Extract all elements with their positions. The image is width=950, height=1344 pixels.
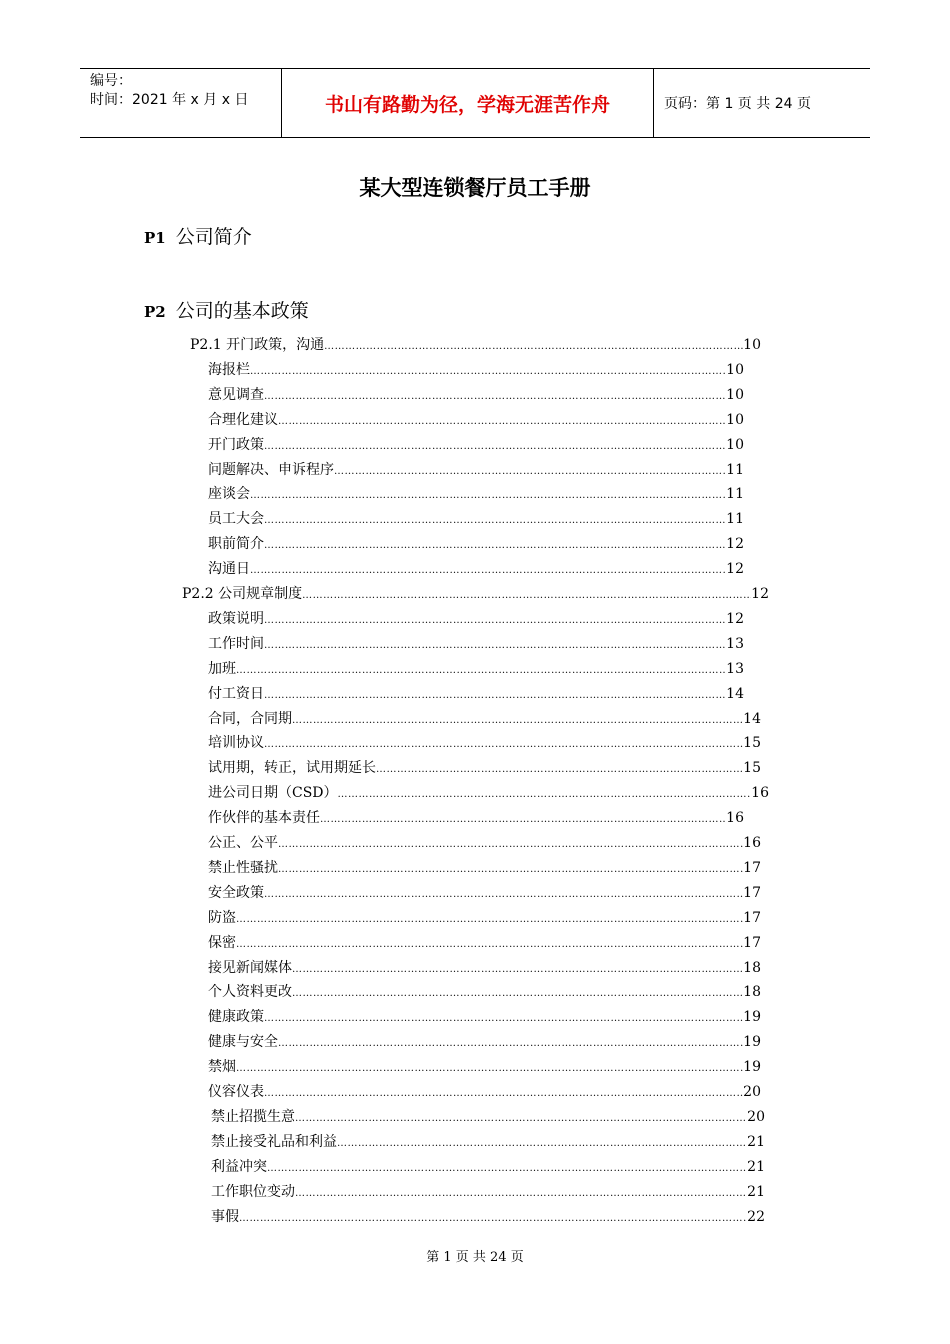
toc-page-number: 12 <box>726 610 744 627</box>
toc-entry[interactable] <box>208 981 761 1003</box>
toc-label: 事假 <box>211 1208 239 1225</box>
toc-entry[interactable] <box>208 409 744 431</box>
toc-page-number: 15 <box>743 760 761 777</box>
toc-page-number: 18 <box>743 959 761 976</box>
header-motto: 书山有路勤为径，学海无涯苦作舟 <box>281 69 654 137</box>
toc-label: 座谈会 <box>208 486 250 503</box>
toc-leader-dots <box>250 366 726 377</box>
toc-entry[interactable] <box>208 633 744 655</box>
toc-page-number: 19 <box>743 1059 761 1076</box>
toc-leader-dots <box>264 515 726 526</box>
toc-page-number: 10 <box>743 337 761 353</box>
toc-label: 健康政策 <box>208 1009 264 1026</box>
header-meta <box>80 69 281 137</box>
toc-entry[interactable] <box>182 583 769 605</box>
toc-entry[interactable] <box>208 1031 761 1053</box>
toc-leader-dots <box>250 565 726 576</box>
toc-entry[interactable] <box>190 334 761 356</box>
toc-entry[interactable] <box>211 1156 765 1178</box>
toc-page-number: 12 <box>726 536 744 553</box>
toc-page-number: 21 <box>747 1133 765 1150</box>
toc-label: 工作职位变动 <box>211 1183 295 1200</box>
toc-label: 工作时间 <box>208 635 264 652</box>
toc-entry[interactable] <box>208 658 744 680</box>
toc-page-number: 10 <box>726 411 744 428</box>
toc-page-number: 16 <box>751 785 769 802</box>
toc-leader-dots <box>264 1088 743 1099</box>
toc-leader-dots <box>264 615 726 626</box>
toc-label: 试用期，转正，试用期延长 <box>208 760 376 777</box>
number-label: 编号： <box>90 73 132 89</box>
toc-leader-dots <box>334 466 726 477</box>
section-heading <box>144 222 252 249</box>
section-number: P2 <box>144 303 166 321</box>
toc-entry[interactable] <box>208 882 761 904</box>
toc-page-number: 19 <box>743 1009 761 1026</box>
toc-page-number: 22 <box>747 1208 765 1225</box>
toc-leader-dots <box>236 665 726 676</box>
toc-leader-dots <box>264 739 743 750</box>
toc-leader-dots <box>250 490 726 501</box>
toc-label: 沟通日 <box>208 561 250 578</box>
toc-label: 合理化建议 <box>208 411 278 428</box>
toc-entry[interactable] <box>208 932 761 954</box>
time-label: 时间：2021 年 x 月 x 日 <box>90 92 249 108</box>
toc-label: 禁烟 <box>208 1059 236 1076</box>
toc-entry[interactable] <box>208 359 744 381</box>
toc-label: 付工资日 <box>208 685 264 702</box>
toc-entry[interactable] <box>208 807 744 829</box>
toc-leader-dots <box>264 690 726 701</box>
toc-entry[interactable] <box>208 483 744 505</box>
toc-label: 个人资料更改 <box>208 984 292 1001</box>
toc-leader-dots <box>264 391 726 402</box>
toc-entry[interactable] <box>208 708 761 730</box>
toc-label: 接见新闻媒体 <box>208 959 292 976</box>
toc-entry[interactable] <box>208 832 761 854</box>
toc-page-number: 10 <box>726 361 744 378</box>
page-footer: 第 1 页 共 24 页 <box>426 1250 524 1265</box>
toc-page-number: 13 <box>726 660 744 677</box>
toc-leader-dots <box>236 1063 743 1074</box>
toc-entry[interactable] <box>208 384 744 406</box>
toc-leader-dots <box>320 814 726 825</box>
section-title: 公司的基本政策 <box>175 300 309 322</box>
toc-page-number: 15 <box>743 735 761 752</box>
toc-label: 合同，合同期 <box>208 710 292 727</box>
toc-entry[interactable] <box>211 1206 765 1228</box>
toc-entry[interactable] <box>208 857 761 879</box>
toc-entry[interactable] <box>208 459 744 481</box>
toc-page-number: 17 <box>743 859 761 876</box>
toc-leader-dots <box>236 914 743 925</box>
toc-label: P2.2 公司规章制度 <box>182 586 303 602</box>
toc-label: 安全政策 <box>208 884 264 901</box>
toc-leader-dots <box>264 540 726 551</box>
toc-leader-dots <box>278 1038 743 1049</box>
toc-label: 加班 <box>208 660 236 677</box>
toc-page-number: 17 <box>743 909 761 926</box>
toc-page-number: 16 <box>726 810 744 827</box>
toc-leader-dots <box>278 839 743 850</box>
toc-label: 保密 <box>208 934 236 951</box>
toc-leader-dots <box>278 864 743 875</box>
toc-entry[interactable] <box>208 508 744 530</box>
toc-leader-dots <box>278 416 726 427</box>
toc-entry[interactable] <box>208 683 744 705</box>
toc-page-number: 21 <box>747 1158 765 1175</box>
toc-label: 开门政策 <box>208 436 264 453</box>
toc-entry[interactable] <box>208 957 761 979</box>
toc-entry[interactable] <box>208 434 744 456</box>
toc-leader-dots <box>292 964 743 975</box>
toc-page-number: 18 <box>743 984 761 1001</box>
toc-leader-dots <box>264 640 726 651</box>
toc-entry[interactable] <box>211 1106 765 1128</box>
toc-page-number: 20 <box>747 1108 765 1125</box>
toc-entry[interactable] <box>208 757 761 779</box>
toc-label: 意见调查 <box>208 386 264 403</box>
toc-label: 政策说明 <box>208 610 264 627</box>
toc-page-number: 11 <box>726 461 744 478</box>
toc-leader-dots <box>236 939 743 950</box>
toc-page-number: 11 <box>726 511 744 528</box>
section-number: P1 <box>144 229 166 247</box>
toc-page-number: 10 <box>726 386 744 403</box>
toc-label: 禁止性骚扰 <box>208 859 278 876</box>
toc-leader-dots <box>239 1213 747 1224</box>
toc-page-number: 12 <box>726 561 744 578</box>
toc-label: 仪容仪表 <box>208 1084 264 1100</box>
toc-label: 利益冲突 <box>211 1158 267 1175</box>
toc-page-number: 17 <box>743 884 761 901</box>
toc-entry[interactable] <box>208 732 761 754</box>
toc-entry[interactable] <box>208 1081 761 1103</box>
toc-leader-dots <box>264 1013 743 1024</box>
toc-entry[interactable] <box>208 1006 761 1028</box>
toc-page-number: 16 <box>743 835 761 851</box>
section-heading <box>144 296 309 323</box>
toc-label: 员工大会 <box>208 511 264 528</box>
toc-page-number: 14 <box>743 710 761 727</box>
toc-entry[interactable] <box>211 1131 765 1153</box>
toc-label: 培训协议 <box>208 735 264 752</box>
toc-label: 进公司日期（CSD） <box>208 785 338 802</box>
document-title: 某大型连锁餐厅员工手册 <box>359 175 591 200</box>
toc-entry[interactable] <box>208 1056 761 1078</box>
toc-label: 公正、公平 <box>208 835 278 851</box>
toc-page-number: 12 <box>751 586 769 602</box>
toc-entry[interactable] <box>208 907 761 929</box>
toc-label: 防盗 <box>208 909 236 926</box>
toc-label: 职前简介 <box>208 536 264 553</box>
toc-leader-dots <box>376 764 743 775</box>
toc-label: 禁止接受礼品和利益 <box>211 1133 337 1150</box>
toc-leader-dots <box>302 590 751 601</box>
toc-page-number: 11 <box>726 486 744 503</box>
toc-entry[interactable] <box>208 782 769 804</box>
toc-page-number: 19 <box>743 1034 761 1051</box>
toc-leader-dots <box>292 988 743 999</box>
toc-leader-dots <box>324 341 743 352</box>
toc-page-number: 14 <box>726 685 744 702</box>
page-header <box>80 68 870 138</box>
toc-entry[interactable] <box>208 608 744 630</box>
toc-label: 健康与安全 <box>208 1034 278 1051</box>
toc-page-number: 13 <box>726 635 744 652</box>
toc-leader-dots <box>292 715 743 726</box>
toc-page-number: 10 <box>726 436 744 453</box>
toc-entry[interactable] <box>208 558 744 580</box>
toc-leader-dots <box>295 1188 747 1199</box>
toc-label: P2.1 开门政策，沟通 <box>190 337 325 353</box>
toc-leader-dots <box>264 441 726 452</box>
toc-leader-dots <box>338 789 752 800</box>
toc-leader-dots <box>267 1163 747 1174</box>
section-title: 公司简介 <box>175 226 252 248</box>
toc-entry[interactable] <box>208 533 744 555</box>
toc-label: 作伙伴的基本责任 <box>208 810 320 827</box>
toc-leader-dots <box>295 1113 747 1124</box>
header-page-info: 页码：第 1 页 共 24 页 <box>664 96 811 112</box>
toc-label: 禁止招揽生意 <box>211 1108 295 1125</box>
toc-page-number: 21 <box>747 1183 765 1200</box>
toc-page-number: 17 <box>743 934 761 951</box>
toc-leader-dots <box>264 889 743 900</box>
toc-label: 问题解决、申诉程序 <box>208 461 334 478</box>
toc-page-number: 20 <box>743 1084 761 1100</box>
toc-leader-dots <box>337 1138 747 1149</box>
toc-entry[interactable] <box>211 1181 765 1203</box>
toc-label: 海报栏 <box>208 361 250 378</box>
